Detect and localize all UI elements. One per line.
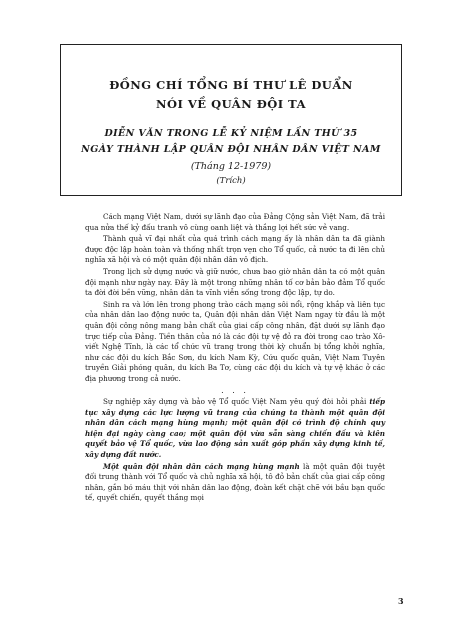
paragraph-5 (85, 397, 385, 461)
excerpt-note: (Trích) (216, 176, 246, 186)
paragraph-3: Trong lịch sử dựng nước và giữ nước, chưa bao giờ nhân dân ta có một quân đội mạnh như ngày nay. Đây là một trong những nhân tố cơ bản bảo đảm Tổ quốc ta đời đời bền vững, nhân dân ta vĩnh viễn sống trong độc lập, tự do. (85, 266, 385, 298)
paragraph-4: Sinh ra và lớn lên trong phong trào cách mạng sôi nổi, rộng khắp và liên tục của nhân dân lao động nước ta, Quân đội nhân dân Việt Nam ngay từ đầu là một quân đội công nông mang bản chất của giai cấp công nhân, đặt dưới sự lãnh đạo trực tiếp của Đảng. Tiền thân của nó là các đội tự vệ đỏ ra đời trong cao trào Xô-viết Nghệ Tĩnh, là các tổ chức vũ trang trong thời kỳ chuẩn bị tổng khởi nghĩa, như các đội du kích Bắc Sơn, du kích Nam Kỳ, Cứu quốc quân, Việt Nam Tuyên truyền Giải phóng quân, du kích Ba Tơ, cùng các đội du kích và tự vệ khác ở các địa phương trong cả nước. (85, 299, 385, 383)
paragraph-1: Cách mạng Việt Nam, dưới sự lãnh đạo của Đảng Cộng sản Việt Nam, đã trải qua nửa thế kỷ đấu tranh vô cùng oanh liệt và thắng lợi hết sức vẻ vang. (85, 212, 385, 232)
paragraph-5-intro: Sự nghiệp xây dựng và bảo vệ Tổ quốc Việt Nam yêu quý đòi hỏi phải (103, 397, 370, 407)
ellipsis-separator: . . . (221, 385, 249, 395)
title-frame (60, 44, 402, 196)
paragraph-6-rest: là một quân đội tuyệt đối trung thành với Tổ quốc và chủ nghĩa xã hội, tô đỏ bản chất của giai cấp công nhân, gắn bó máu thịt với nhân dân lao động, đoàn kết chặt chẽ với bầu bạn quốc tế, quyết chiến, quyết thắng mọi (85, 461, 385, 503)
main-title-line2: NÓI VỀ QUÂN ĐỘI TA (155, 97, 307, 111)
paragraph-6-emphasis: Một quân đội nhân dân cách mạng hùng mạnh (103, 461, 300, 471)
paragraph-5-emphasis: tiếp tục xây dựng các lực lượng vũ trang của chúng ta thành một quân đội nhân dân cách mạng hùng mạnh; một quân đội có trình độ chính quy hiện đại ngày càng cao; một quân đội vừa sẵn sàng chiến đấu và kiên quyết bảo vệ Tổ quốc, vừa lao động sản xuất góp phần xây dựng kinh tế, xây dựng đất nước. (85, 397, 385, 460)
subtitle-line1: DIỄN VĂN TRONG LỄ KỶ NIỆM LẦN THỨ 35 (104, 128, 358, 139)
page-number: 3 (398, 596, 404, 606)
body-text (85, 212, 385, 505)
speech-date: (Tháng 12-1979) (190, 161, 272, 172)
main-title-line1: ĐỒNG CHÍ TỔNG BÍ THƯ LÊ DUẨN (109, 78, 353, 92)
paragraph-2: Thành quả vĩ đại nhất của quá trình cách mạng ấy là nhân dân ta đã giành được độc lập hoàn toàn và thống nhất trọn vẹn cho Tổ quốc, cả nước ta đi lên chủ nghĩa xã hội và có một quân đội nhân dân vô địch. (85, 234, 385, 265)
paragraph-6 (85, 462, 385, 504)
subtitle-line2: NGÀY THÀNH LẬP QUÂN ĐỘI NHÂN DÂN VIỆT NAM (81, 144, 381, 155)
